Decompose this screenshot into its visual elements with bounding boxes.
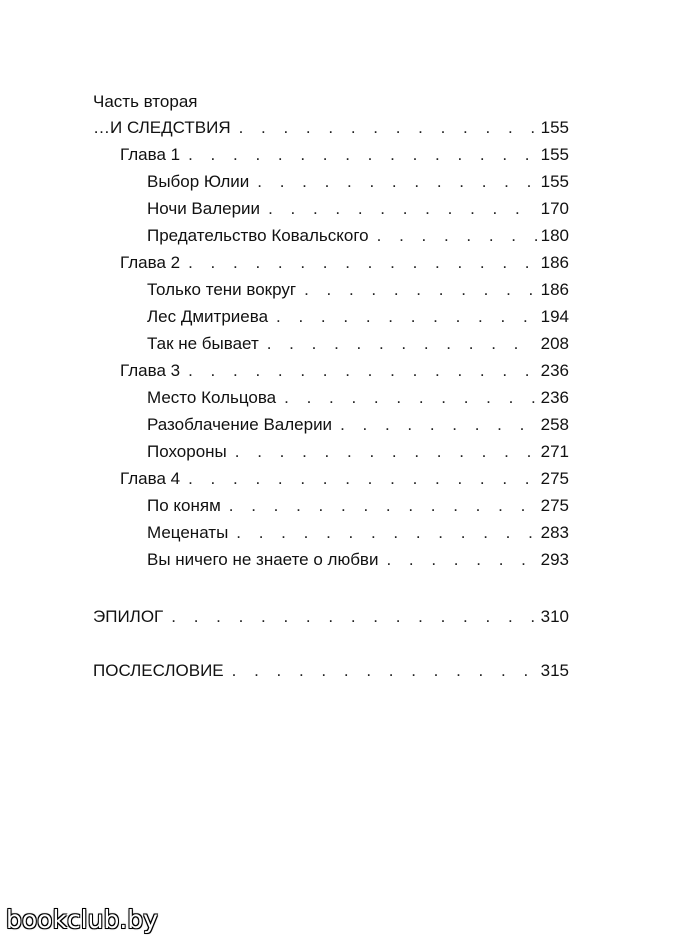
toc-entry-title: Выбор Юлии xyxy=(147,172,250,191)
toc-entry-title: ЭПИЛОГ xyxy=(93,607,164,626)
toc-entry-title: Глава 1 xyxy=(120,145,181,164)
toc-entry xyxy=(147,414,569,436)
dot-leader xyxy=(188,468,537,490)
toc-entry-title: Так не бывает xyxy=(147,334,259,353)
dot-leader xyxy=(229,495,537,517)
dot-leader xyxy=(377,225,537,247)
toc-entry-page: 293 xyxy=(540,550,569,569)
dot-leader xyxy=(276,306,537,328)
toc-entry-page: 283 xyxy=(540,523,569,542)
toc-entry-page: 271 xyxy=(540,442,569,461)
toc-entry-title: Только тени вокруг xyxy=(147,280,297,299)
toc-entry-page: 180 xyxy=(540,226,569,245)
toc-entry xyxy=(147,306,569,328)
toc-entry xyxy=(147,522,569,544)
toc-entry-title: Предательство Ковальского xyxy=(147,226,369,245)
toc-entry-page: 258 xyxy=(540,415,569,434)
toc-entry xyxy=(120,144,569,166)
toc-entry xyxy=(93,606,569,628)
toc-entry xyxy=(120,468,569,490)
dot-leader xyxy=(232,660,537,682)
toc-entry-page: 275 xyxy=(540,469,569,488)
toc-entry-title: Глава 2 xyxy=(120,253,181,272)
dot-leader xyxy=(171,606,536,628)
toc-entry-title: Лес Дмитриева xyxy=(147,307,269,326)
dot-leader xyxy=(304,279,537,301)
toc-entry-title: По коням xyxy=(147,496,221,515)
dot-leader xyxy=(386,549,536,571)
toc-entry-title: Вы ничего не знаете о любви xyxy=(147,550,379,569)
toc-entry-page: 155 xyxy=(540,145,569,164)
toc-entry-page: 310 xyxy=(540,607,569,626)
toc-entry xyxy=(120,252,569,274)
toc-entry-page: 186 xyxy=(540,253,569,272)
toc-entry xyxy=(147,225,569,247)
toc-entry-page: 236 xyxy=(540,361,569,380)
toc-entry-page: 315 xyxy=(540,661,569,680)
toc-entry xyxy=(120,360,569,382)
toc-entry-title: Глава 4 xyxy=(120,469,181,488)
toc-entry xyxy=(147,333,569,355)
toc-entry xyxy=(147,495,569,517)
toc-entry-title: Похороны xyxy=(147,442,227,461)
dot-leader xyxy=(235,441,537,463)
toc-entry-title: …И СЛЕДСТВИЯ xyxy=(93,118,231,137)
toc-entry-title: Разоблачение Валерии xyxy=(147,415,333,434)
toc-entry-title: ПОСЛЕСЛОВИЕ xyxy=(93,661,224,680)
toc-entry-page: 186 xyxy=(540,280,569,299)
toc-entry-title: Место Кольцова xyxy=(147,388,277,407)
dot-leader xyxy=(257,171,536,193)
part-label: Часть вторая xyxy=(93,92,198,111)
dot-leader xyxy=(239,117,537,139)
toc-entry xyxy=(93,117,569,139)
toc-entry-page: 155 xyxy=(540,172,569,191)
toc-entry-page: 208 xyxy=(540,334,569,353)
toc-entry xyxy=(147,279,569,301)
toc-entry xyxy=(147,549,569,571)
toc-entry xyxy=(147,387,569,409)
watermark: bookclub.by xyxy=(6,905,158,934)
dot-leader xyxy=(188,144,537,166)
toc-entry xyxy=(93,660,569,682)
dot-leader xyxy=(284,387,536,409)
toc-entry-title: Глава 3 xyxy=(120,361,181,380)
toc-entry-page: 155 xyxy=(540,118,569,137)
toc-entry-title: Ночи Валерии xyxy=(147,199,261,218)
toc-entry-page: 275 xyxy=(540,496,569,515)
toc-entry-page: 170 xyxy=(540,199,569,218)
dot-leader xyxy=(340,414,537,436)
dot-leader xyxy=(268,198,537,220)
toc-entry-page: 236 xyxy=(540,388,569,407)
toc-entry xyxy=(147,198,569,220)
dot-leader xyxy=(236,522,536,544)
dot-leader xyxy=(267,333,537,355)
toc-entry xyxy=(147,171,569,193)
toc-entry xyxy=(147,441,569,463)
dot-leader xyxy=(188,252,537,274)
toc-entry-page: 194 xyxy=(540,307,569,326)
toc-entry-title: Меценаты xyxy=(147,523,229,542)
dot-leader xyxy=(188,360,537,382)
